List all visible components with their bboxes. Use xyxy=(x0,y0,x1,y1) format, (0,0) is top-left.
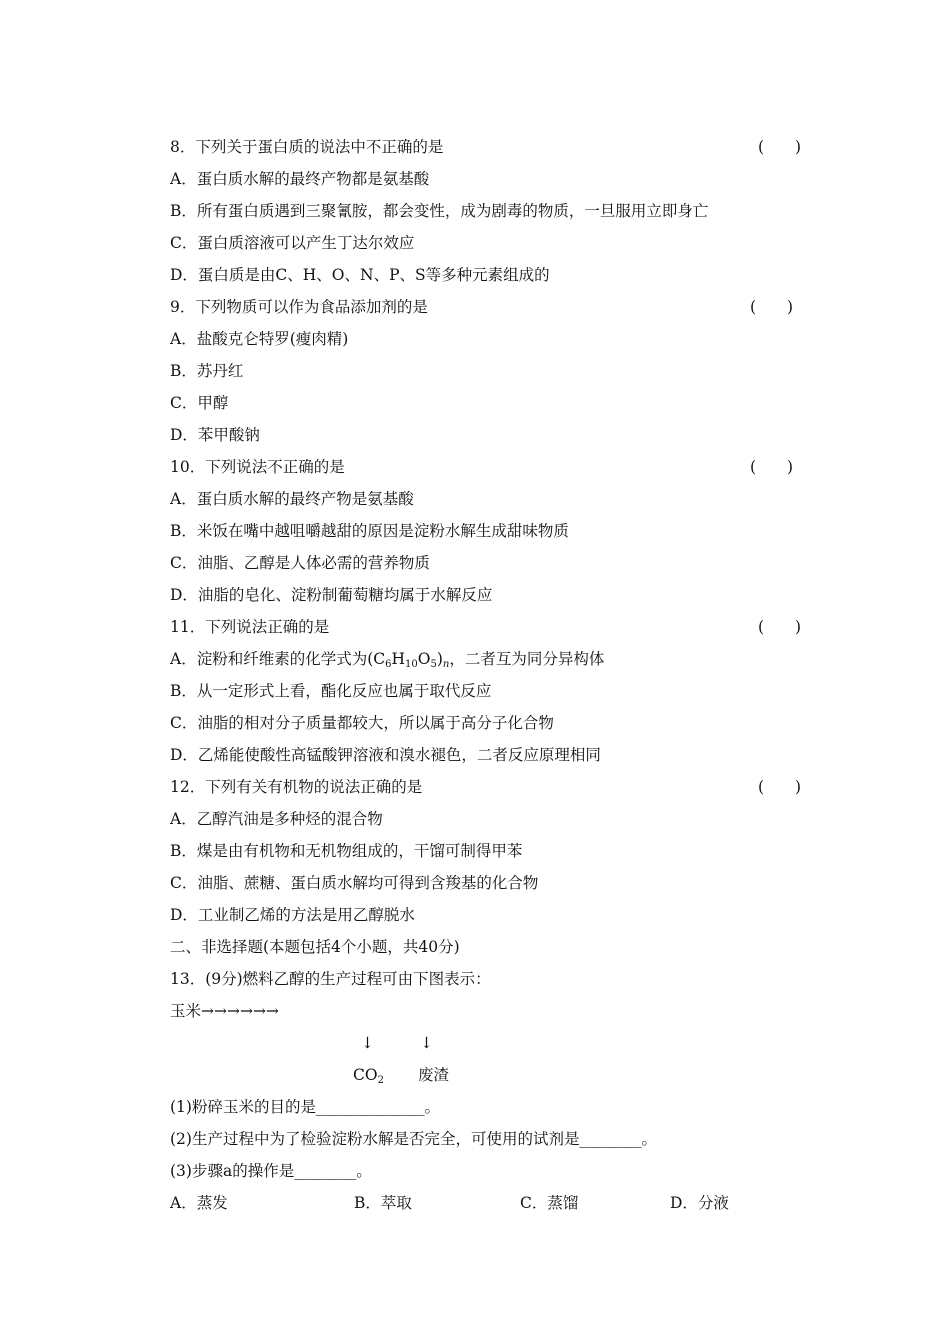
q8-option-c: C．蛋白质溶液可以产生丁达尔效应 xyxy=(170,234,415,252)
q13-down-arrow-1: ↓ xyxy=(361,1034,374,1052)
q8-answer-paren: ( ) xyxy=(758,138,802,156)
q9-answer-paren: ( ) xyxy=(750,298,794,316)
q12-answer-paren: ( ) xyxy=(758,778,802,796)
q11-option-b: B．从一定形式上看，酯化反应也属于取代反应 xyxy=(170,682,492,700)
q10-option-a: A．蛋白质水解的最终产物是氨基酸 xyxy=(170,490,414,508)
q13-sub3: (3)步骤a的操作是________。 xyxy=(170,1162,372,1180)
q8-stem: 8．下列关于蛋白质的说法中不正确的是 xyxy=(170,138,444,156)
q9-option-b: B．苏丹红 xyxy=(170,362,244,380)
q13-choice-c: C．蒸馏 xyxy=(520,1194,579,1212)
q11-answer-paren: ( ) xyxy=(758,618,802,636)
q13-choice-b: B．萃取 xyxy=(354,1194,412,1212)
q13-process-flow: 玉米→→→→→→ xyxy=(170,1002,279,1020)
q11-stem: 11．下列说法正确的是 xyxy=(170,618,330,636)
q13-choice-a: A．蒸发 xyxy=(170,1194,228,1212)
q11-option-c: C．油脂的相对分子质量都较大，所以属于高分子化合物 xyxy=(170,714,554,732)
q9-option-c: C．甲醇 xyxy=(170,394,229,412)
q11-option-a: A．淀粉和纤维素的化学式为$(C_6H_{10}O_5)_n$，二者互为同分异构体 xyxy=(170,650,605,670)
q12-option-c: C．油脂、蔗糖、蛋白质水解均可得到含羧基的化合物 xyxy=(170,874,539,892)
q13-down-arrow-2: ↓ xyxy=(420,1034,433,1052)
q9-stem: 9．下列物质可以作为食品添加剂的是 xyxy=(170,298,428,316)
q10-answer-paren: ( ) xyxy=(750,458,794,476)
q9-option-a: A．盐酸克仑特罗(瘦肉精) xyxy=(170,330,349,348)
q8-option-d: D．蛋白质是由C、H、O、N、P、S等多种元素组成的 xyxy=(170,266,550,284)
q13-choice-d: D．分液 xyxy=(670,1194,729,1212)
q8-option-b: B．所有蛋白质遇到三聚氰胺，都会变性，成为剧毒的物质，一旦服用立即身亡 xyxy=(170,202,709,220)
section-heading: 二、非选择题(本题包括4个小题，共40分) xyxy=(170,938,460,956)
q8-option-a: A．蛋白质水解的最终产物都是氨基酸 xyxy=(170,170,430,188)
q13-waste-label: 废渣 xyxy=(418,1066,450,1084)
q13-stem: 13．(9分)燃料乙醇的生产过程可由下图表示： xyxy=(170,970,491,988)
q12-stem: 12．下列有关有机物的说法正确的是 xyxy=(170,778,423,796)
q13-sub1: (1)粉碎玉米的目的是______________。 xyxy=(170,1098,440,1116)
q13-sub2: (2)生产过程中为了检验淀粉水解是否完全，可使用的试剂是________。 xyxy=(170,1130,657,1148)
q10-option-d: D．油脂的皂化、淀粉制葡萄糖均属于水解反应 xyxy=(170,586,493,604)
q12-option-a: A．乙醇汽油是多种烃的混合物 xyxy=(170,810,383,828)
q9-option-d: D．苯甲酸钠 xyxy=(170,426,260,444)
q10-option-c: C．油脂、乙醇是人体必需的营养物质 xyxy=(170,554,430,572)
q10-option-b: B．米饭在嘴中越咀嚼越甜的原因是淀粉水解生成甜味物质 xyxy=(170,522,569,540)
q11-option-d: D．乙烯能使酸性高锰酸钾溶液和溴水褪色，二者反应原理相同 xyxy=(170,746,601,764)
q12-option-b: B．煤是由有机物和无机物组成的，干馏可制得甲苯 xyxy=(170,842,523,860)
q10-stem: 10．下列说法不正确的是 xyxy=(170,458,345,476)
q13-co2-label: $CO_2$ xyxy=(353,1066,384,1086)
q12-option-d: D．工业制乙烯的方法是用乙醇脱水 xyxy=(170,906,415,924)
